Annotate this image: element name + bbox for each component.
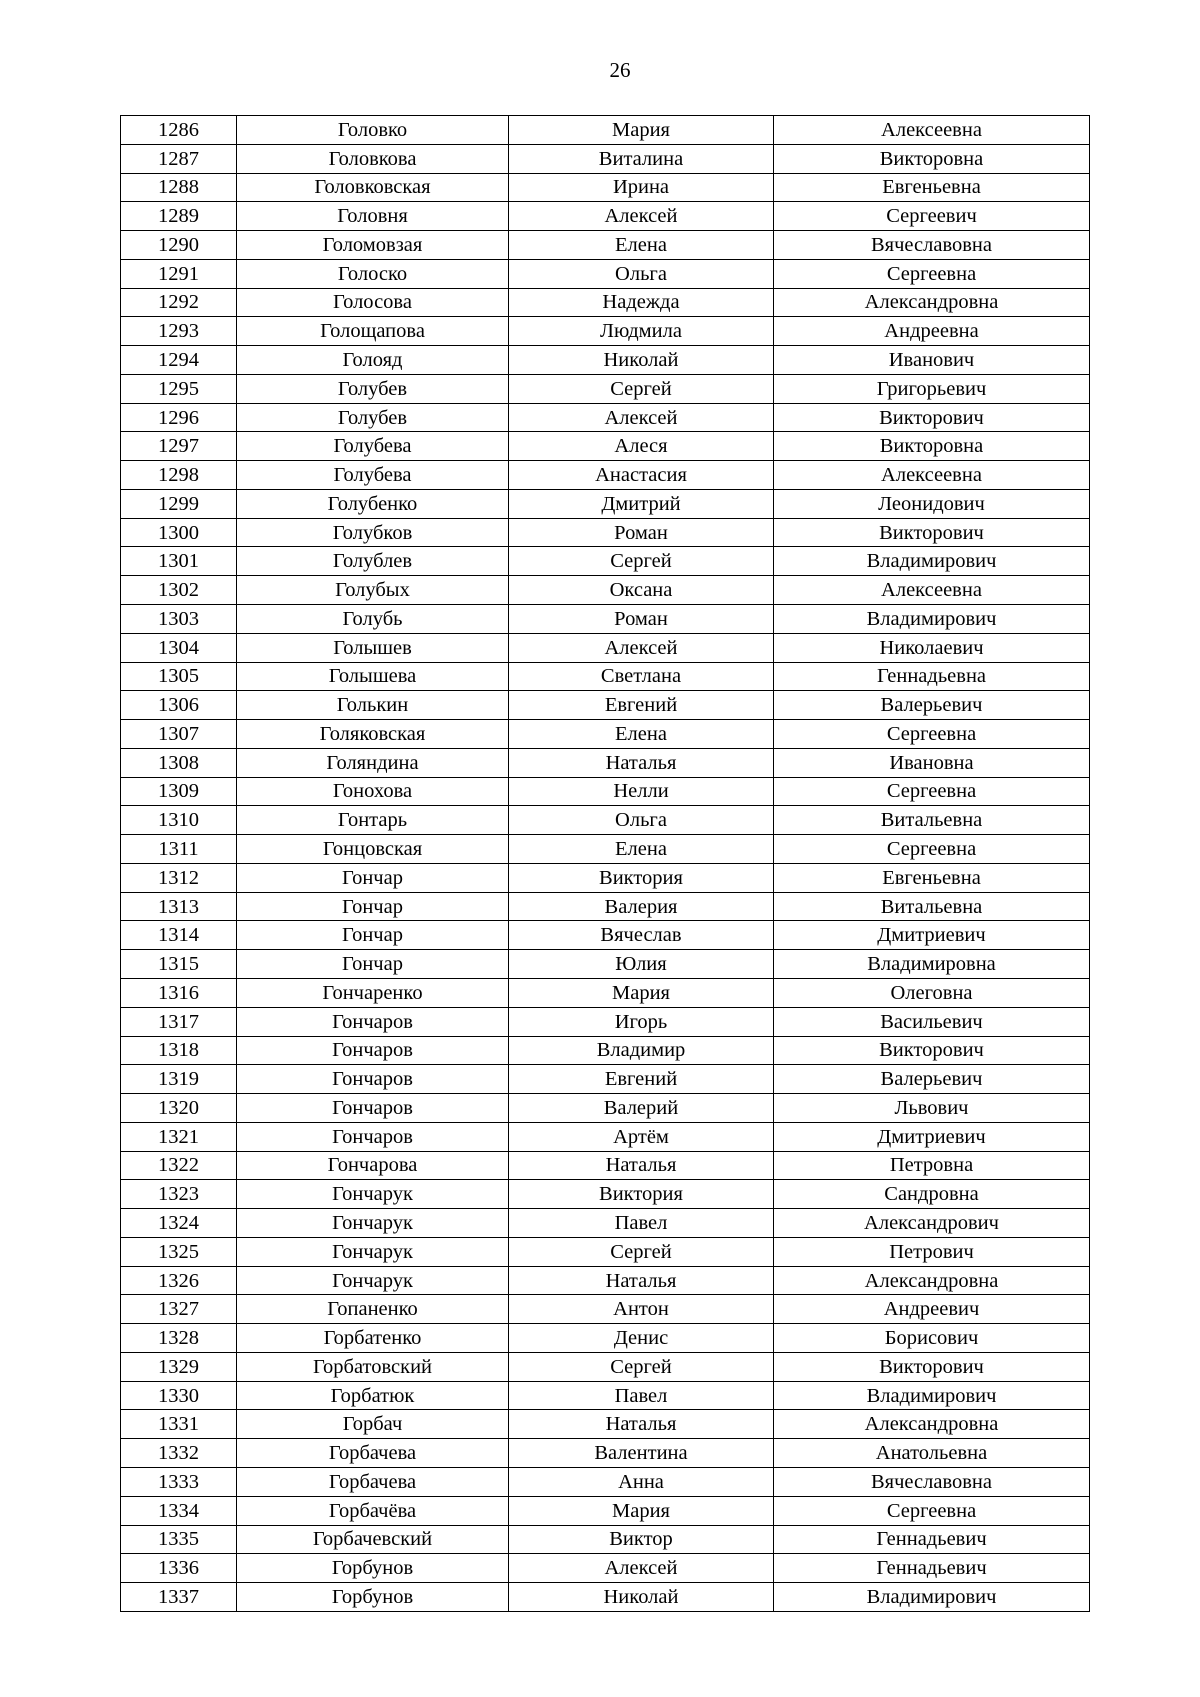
last-name-cell: Голькин	[237, 691, 509, 720]
patronymic-cell: Андреевич	[774, 1295, 1090, 1324]
last-name-cell: Гонтарь	[237, 806, 509, 835]
patronymic-cell: Дмитриевич	[774, 1122, 1090, 1151]
first-name-cell: Оксана	[509, 576, 774, 605]
row-number-cell: 1305	[121, 662, 237, 691]
first-name-cell: Сергей	[509, 374, 774, 403]
patronymic-cell: Викторовна	[774, 432, 1090, 461]
table-row	[121, 1583, 1090, 1612]
first-name-cell: Сергей	[509, 547, 774, 576]
last-name-cell: Гончаров	[237, 1065, 509, 1094]
patronymic-cell: Геннадьевна	[774, 662, 1090, 691]
last-name-cell: Головковская	[237, 173, 509, 202]
first-name-cell: Сергей	[509, 1237, 774, 1266]
table-row	[121, 1122, 1090, 1151]
first-name-cell: Алеся	[509, 432, 774, 461]
last-name-cell: Горбач	[237, 1410, 509, 1439]
row-number-cell: 1299	[121, 489, 237, 518]
patronymic-cell: Сергеевич	[774, 202, 1090, 231]
last-name-cell: Гончарук	[237, 1266, 509, 1295]
first-name-cell: Павел	[509, 1381, 774, 1410]
last-name-cell: Голубенко	[237, 489, 509, 518]
patronymic-cell: Викторович	[774, 1036, 1090, 1065]
table-row	[121, 288, 1090, 317]
first-name-cell: Вячеслав	[509, 921, 774, 950]
last-name-cell: Горбачёва	[237, 1496, 509, 1525]
patronymic-cell: Александровна	[774, 288, 1090, 317]
first-name-cell: Владимир	[509, 1036, 774, 1065]
patronymic-cell: Витальевна	[774, 892, 1090, 921]
row-number-cell: 1298	[121, 461, 237, 490]
name-list-table-container	[120, 115, 1090, 1612]
first-name-cell: Ольга	[509, 259, 774, 288]
table-row	[121, 1036, 1090, 1065]
last-name-cell: Гончарук	[237, 1237, 509, 1266]
patronymic-cell: Леонидович	[774, 489, 1090, 518]
last-name-cell: Голубев	[237, 374, 509, 403]
patronymic-cell: Алексеевна	[774, 461, 1090, 490]
table-row	[121, 1237, 1090, 1266]
row-number-cell: 1321	[121, 1122, 237, 1151]
table-row	[121, 777, 1090, 806]
last-name-cell: Голубев	[237, 403, 509, 432]
last-name-cell: Голоско	[237, 259, 509, 288]
last-name-cell: Голяковская	[237, 720, 509, 749]
row-number-cell: 1330	[121, 1381, 237, 1410]
row-number-cell: 1290	[121, 231, 237, 260]
last-name-cell: Голубых	[237, 576, 509, 605]
last-name-cell: Гончарова	[237, 1151, 509, 1180]
first-name-cell: Елена	[509, 835, 774, 864]
row-number-cell: 1328	[121, 1324, 237, 1353]
row-number-cell: 1311	[121, 835, 237, 864]
row-number-cell: 1294	[121, 346, 237, 375]
row-number-cell: 1307	[121, 720, 237, 749]
patronymic-cell: Олеговна	[774, 978, 1090, 1007]
patronymic-cell: Геннадьевич	[774, 1525, 1090, 1554]
row-number-cell: 1296	[121, 403, 237, 432]
table-row	[121, 978, 1090, 1007]
last-name-cell: Горбатенко	[237, 1324, 509, 1353]
table-row	[121, 346, 1090, 375]
table-row	[121, 374, 1090, 403]
first-name-cell: Виктория	[509, 863, 774, 892]
first-name-cell: Елена	[509, 231, 774, 260]
table-row	[121, 1381, 1090, 1410]
first-name-cell: Валерия	[509, 892, 774, 921]
last-name-cell: Горбачева	[237, 1467, 509, 1496]
patronymic-cell: Иванович	[774, 346, 1090, 375]
patronymic-cell: Вячеславовна	[774, 231, 1090, 260]
name-list-table	[120, 115, 1090, 1612]
table-row	[121, 317, 1090, 346]
row-number-cell: 1310	[121, 806, 237, 835]
table-row	[121, 518, 1090, 547]
first-name-cell: Николай	[509, 346, 774, 375]
page-number: 26	[609, 58, 631, 82]
patronymic-cell: Викторович	[774, 403, 1090, 432]
first-name-cell: Наталья	[509, 1151, 774, 1180]
first-name-cell: Евгений	[509, 691, 774, 720]
patronymic-cell: Сергеевна	[774, 777, 1090, 806]
first-name-cell: Ирина	[509, 173, 774, 202]
table-row	[121, 892, 1090, 921]
table-row	[121, 720, 1090, 749]
row-number-cell: 1309	[121, 777, 237, 806]
row-number-cell: 1301	[121, 547, 237, 576]
first-name-cell: Мария	[509, 1496, 774, 1525]
last-name-cell: Гончаров	[237, 1094, 509, 1123]
last-name-cell: Горбачевский	[237, 1525, 509, 1554]
patronymic-cell: Геннадьевич	[774, 1554, 1090, 1583]
table-row	[121, 1007, 1090, 1036]
first-name-cell: Анастасия	[509, 461, 774, 490]
last-name-cell: Голосова	[237, 288, 509, 317]
table-row	[121, 950, 1090, 979]
table-row	[121, 432, 1090, 461]
patronymic-cell: Сергеевна	[774, 835, 1090, 864]
first-name-cell: Валерий	[509, 1094, 774, 1123]
patronymic-cell: Валерьевич	[774, 1065, 1090, 1094]
first-name-cell: Николай	[509, 1583, 774, 1612]
patronymic-cell: Алексеевна	[774, 576, 1090, 605]
table-row	[121, 547, 1090, 576]
table-row	[121, 1094, 1090, 1123]
first-name-cell: Евгений	[509, 1065, 774, 1094]
first-name-cell: Павел	[509, 1209, 774, 1238]
last-name-cell: Гончар	[237, 863, 509, 892]
patronymic-cell: Андреевна	[774, 317, 1090, 346]
patronymic-cell: Петрович	[774, 1237, 1090, 1266]
table-row	[121, 1525, 1090, 1554]
patronymic-cell: Анатольевна	[774, 1439, 1090, 1468]
last-name-cell: Горбатовский	[237, 1352, 509, 1381]
table-row	[121, 691, 1090, 720]
last-name-cell: Голубева	[237, 432, 509, 461]
patronymic-cell: Викторович	[774, 518, 1090, 547]
last-name-cell: Гончарук	[237, 1180, 509, 1209]
last-name-cell: Гончаров	[237, 1007, 509, 1036]
last-name-cell: Гончар	[237, 892, 509, 921]
first-name-cell: Наталья	[509, 1410, 774, 1439]
table-row	[121, 461, 1090, 490]
last-name-cell: Голублев	[237, 547, 509, 576]
first-name-cell: Валентина	[509, 1439, 774, 1468]
patronymic-cell: Григорьевич	[774, 374, 1090, 403]
last-name-cell: Гонцовская	[237, 835, 509, 864]
patronymic-cell: Алексеевна	[774, 116, 1090, 145]
patronymic-cell: Александровна	[774, 1410, 1090, 1439]
last-name-cell: Гончаров	[237, 1036, 509, 1065]
row-number-cell: 1319	[121, 1065, 237, 1094]
last-name-cell: Голубева	[237, 461, 509, 490]
table-row	[121, 1209, 1090, 1238]
last-name-cell: Горбачева	[237, 1439, 509, 1468]
table-row	[121, 1467, 1090, 1496]
patronymic-cell: Александровна	[774, 1266, 1090, 1295]
patronymic-cell: Владимирович	[774, 1381, 1090, 1410]
table-row	[121, 1410, 1090, 1439]
first-name-cell: Алексей	[509, 403, 774, 432]
patronymic-cell: Викторовна	[774, 144, 1090, 173]
patronymic-cell: Сергеевна	[774, 259, 1090, 288]
first-name-cell: Мария	[509, 978, 774, 1007]
row-number-cell: 1333	[121, 1467, 237, 1496]
row-number-cell: 1325	[121, 1237, 237, 1266]
patronymic-cell: Сандровна	[774, 1180, 1090, 1209]
row-number-cell: 1323	[121, 1180, 237, 1209]
table-row	[121, 1266, 1090, 1295]
row-number-cell: 1329	[121, 1352, 237, 1381]
table-row	[121, 1180, 1090, 1209]
row-number-cell: 1318	[121, 1036, 237, 1065]
row-number-cell: 1326	[121, 1266, 237, 1295]
first-name-cell: Надежда	[509, 288, 774, 317]
table-row	[121, 1352, 1090, 1381]
row-number-cell: 1313	[121, 892, 237, 921]
table-row	[121, 748, 1090, 777]
last-name-cell: Голомовзая	[237, 231, 509, 260]
last-name-cell: Голышев	[237, 633, 509, 662]
table-row	[121, 835, 1090, 864]
patronymic-cell: Дмитриевич	[774, 921, 1090, 950]
last-name-cell: Головня	[237, 202, 509, 231]
first-name-cell: Роман	[509, 605, 774, 634]
table-row	[121, 144, 1090, 173]
patronymic-cell: Борисович	[774, 1324, 1090, 1353]
last-name-cell: Голяндина	[237, 748, 509, 777]
row-number-cell: 1300	[121, 518, 237, 547]
last-name-cell: Головко	[237, 116, 509, 145]
row-number-cell: 1303	[121, 605, 237, 634]
last-name-cell: Голышева	[237, 662, 509, 691]
table-row	[121, 1295, 1090, 1324]
row-number-cell: 1334	[121, 1496, 237, 1525]
patronymic-cell: Сергеевна	[774, 1496, 1090, 1525]
first-name-cell: Светлана	[509, 662, 774, 691]
table-row	[121, 116, 1090, 145]
table-row	[121, 1496, 1090, 1525]
table-row	[121, 259, 1090, 288]
patronymic-cell: Вячеславовна	[774, 1467, 1090, 1496]
first-name-cell: Игорь	[509, 1007, 774, 1036]
patronymic-cell: Александрович	[774, 1209, 1090, 1238]
table-row	[121, 1151, 1090, 1180]
patronymic-cell: Евгеньевна	[774, 863, 1090, 892]
last-name-cell: Гончаренко	[237, 978, 509, 1007]
row-number-cell: 1322	[121, 1151, 237, 1180]
first-name-cell: Антон	[509, 1295, 774, 1324]
last-name-cell: Гончар	[237, 950, 509, 979]
last-name-cell: Головкова	[237, 144, 509, 173]
row-number-cell: 1335	[121, 1525, 237, 1554]
last-name-cell: Голощапова	[237, 317, 509, 346]
row-number-cell: 1304	[121, 633, 237, 662]
table-row	[121, 605, 1090, 634]
first-name-cell: Денис	[509, 1324, 774, 1353]
row-number-cell: 1308	[121, 748, 237, 777]
table-row	[121, 173, 1090, 202]
first-name-cell: Наталья	[509, 748, 774, 777]
first-name-cell: Наталья	[509, 1266, 774, 1295]
first-name-cell: Виталина	[509, 144, 774, 173]
table-row	[121, 576, 1090, 605]
row-number-cell: 1332	[121, 1439, 237, 1468]
patronymic-cell: Викторович	[774, 1352, 1090, 1381]
table-row	[121, 1554, 1090, 1583]
first-name-cell: Алексей	[509, 202, 774, 231]
patronymic-cell: Владимирович	[774, 605, 1090, 634]
first-name-cell: Алексей	[509, 1554, 774, 1583]
row-number-cell: 1314	[121, 921, 237, 950]
patronymic-cell: Васильевич	[774, 1007, 1090, 1036]
table-row	[121, 1324, 1090, 1353]
row-number-cell: 1315	[121, 950, 237, 979]
table-row	[121, 1065, 1090, 1094]
table-row	[121, 231, 1090, 260]
table-row	[121, 1439, 1090, 1468]
row-number-cell: 1320	[121, 1094, 237, 1123]
last-name-cell: Гопаненко	[237, 1295, 509, 1324]
row-number-cell: 1337	[121, 1583, 237, 1612]
row-number-cell: 1289	[121, 202, 237, 231]
table-row	[121, 662, 1090, 691]
last-name-cell: Горбунов	[237, 1554, 509, 1583]
first-name-cell: Людмила	[509, 317, 774, 346]
row-number-cell: 1317	[121, 1007, 237, 1036]
first-name-cell: Анна	[509, 1467, 774, 1496]
first-name-cell: Артём	[509, 1122, 774, 1151]
row-number-cell: 1302	[121, 576, 237, 605]
last-name-cell: Гонохова	[237, 777, 509, 806]
first-name-cell: Алексей	[509, 633, 774, 662]
row-number-cell: 1286	[121, 116, 237, 145]
first-name-cell: Виктор	[509, 1525, 774, 1554]
first-name-cell: Роман	[509, 518, 774, 547]
row-number-cell: 1288	[121, 173, 237, 202]
first-name-cell: Дмитрий	[509, 489, 774, 518]
patronymic-cell: Валерьевич	[774, 691, 1090, 720]
row-number-cell: 1327	[121, 1295, 237, 1324]
patronymic-cell: Николаевич	[774, 633, 1090, 662]
patronymic-cell: Владимирович	[774, 1583, 1090, 1612]
table-row	[121, 489, 1090, 518]
table-row	[121, 403, 1090, 432]
table-body	[121, 116, 1090, 1612]
table-row	[121, 863, 1090, 892]
row-number-cell: 1306	[121, 691, 237, 720]
patronymic-cell: Владимирович	[774, 547, 1090, 576]
last-name-cell: Гончаров	[237, 1122, 509, 1151]
row-number-cell: 1316	[121, 978, 237, 1007]
first-name-cell: Нелли	[509, 777, 774, 806]
last-name-cell: Голубков	[237, 518, 509, 547]
row-number-cell: 1336	[121, 1554, 237, 1583]
first-name-cell: Мария	[509, 116, 774, 145]
first-name-cell: Виктория	[509, 1180, 774, 1209]
row-number-cell: 1297	[121, 432, 237, 461]
table-row	[121, 633, 1090, 662]
row-number-cell: 1287	[121, 144, 237, 173]
last-name-cell: Гончар	[237, 921, 509, 950]
patronymic-cell: Ивановна	[774, 748, 1090, 777]
last-name-cell: Голубь	[237, 605, 509, 634]
first-name-cell: Юлия	[509, 950, 774, 979]
first-name-cell: Сергей	[509, 1352, 774, 1381]
last-name-cell: Горбунов	[237, 1583, 509, 1612]
row-number-cell: 1291	[121, 259, 237, 288]
last-name-cell: Гончарук	[237, 1209, 509, 1238]
last-name-cell: Голояд	[237, 346, 509, 375]
first-name-cell: Елена	[509, 720, 774, 749]
row-number-cell: 1312	[121, 863, 237, 892]
last-name-cell: Горбатюк	[237, 1381, 509, 1410]
table-row	[121, 921, 1090, 950]
table-row	[121, 202, 1090, 231]
patronymic-cell: Евгеньевна	[774, 173, 1090, 202]
first-name-cell: Ольга	[509, 806, 774, 835]
patronymic-cell: Сергеевна	[774, 720, 1090, 749]
patronymic-cell: Владимировна	[774, 950, 1090, 979]
row-number-cell: 1293	[121, 317, 237, 346]
row-number-cell: 1324	[121, 1209, 237, 1238]
row-number-cell: 1331	[121, 1410, 237, 1439]
patronymic-cell: Львович	[774, 1094, 1090, 1123]
row-number-cell: 1292	[121, 288, 237, 317]
row-number-cell: 1295	[121, 374, 237, 403]
table-row	[121, 806, 1090, 835]
patronymic-cell: Витальевна	[774, 806, 1090, 835]
patronymic-cell: Петровна	[774, 1151, 1090, 1180]
